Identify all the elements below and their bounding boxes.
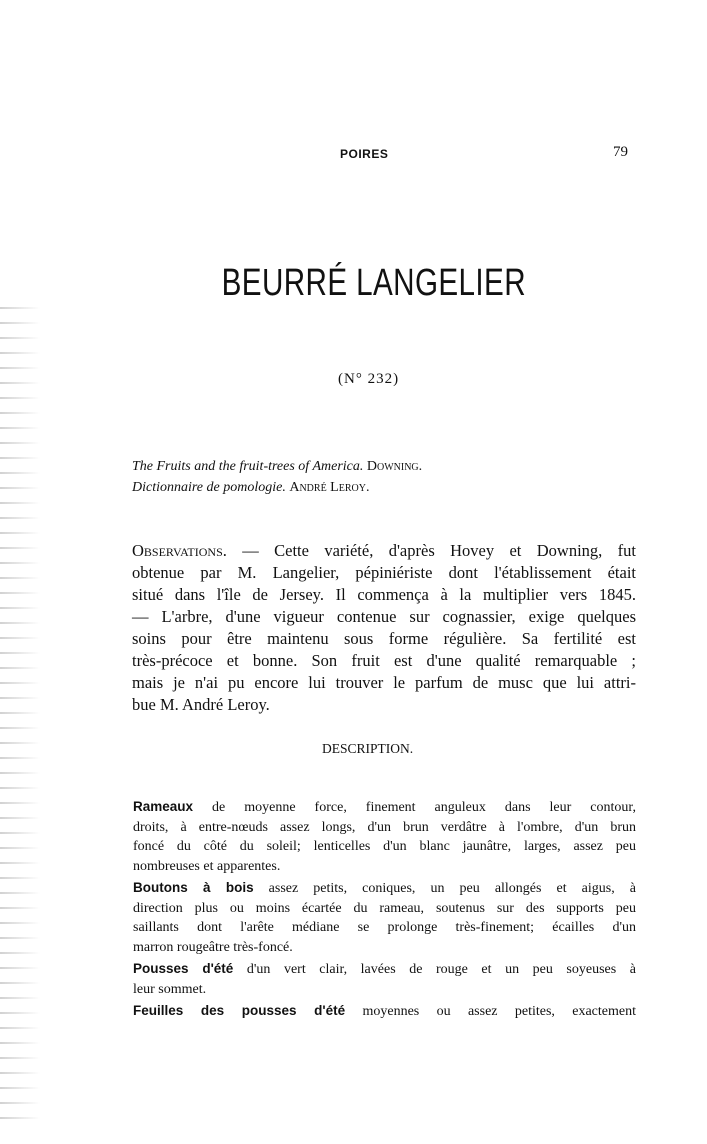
term: Feuilles des pousses d'été xyxy=(133,1003,346,1018)
variety-number: (N° 232) xyxy=(338,371,400,387)
text-line: situé dans l'île de Jersey. Il commença à la multiplier vers 1845. xyxy=(132,585,636,604)
text-line xyxy=(132,540,636,562)
reference xyxy=(132,477,422,498)
text-line xyxy=(133,1001,636,1022)
text-line: marron rougeâtre très-foncé. xyxy=(133,939,293,955)
text: assez petits, coniques, un peu allongés et aigus, à xyxy=(253,881,637,896)
text-line xyxy=(133,797,636,818)
text: d'un vert clair, lavées de rouge et un peu soyeuses à xyxy=(233,962,636,977)
description-body xyxy=(133,797,636,1024)
description-paragraph xyxy=(133,959,636,999)
description-paragraph xyxy=(133,797,636,876)
observations-label: Observations. xyxy=(132,541,227,560)
references xyxy=(132,456,422,498)
text-line: foncé du côté du soleil; lenticelles d'un blanc jaunâtre, larges, assez peu xyxy=(133,839,636,854)
reference-author: Downing. xyxy=(366,459,423,474)
reference xyxy=(132,456,422,477)
text: moyennes ou assez petites, exactement xyxy=(345,1004,636,1019)
page-title: BEURRÉ LANGELIER xyxy=(221,262,527,304)
page-number: 79 xyxy=(613,144,628,160)
text: — Cette variété, d'après Hovey et Downing, fut xyxy=(242,541,636,560)
text-line: soins pour être maintenu sous forme régulière. Sa fertilité est xyxy=(132,629,636,648)
term: Boutons à bois xyxy=(133,880,254,895)
description-paragraph xyxy=(133,1001,636,1022)
text-line: droits, à entre-nœuds assez longs, d'un brun verdâtre à l'ombre, d'un brun xyxy=(133,819,636,835)
text-line: bue M. André Leroy. xyxy=(132,695,270,714)
text-line xyxy=(133,959,636,980)
term: Rameaux xyxy=(133,799,194,814)
text-line xyxy=(133,878,636,899)
text: de moyenne force, finement anguleux dans leur contour, xyxy=(193,800,636,815)
reference-author: André Leroy. xyxy=(289,480,370,495)
observations-paragraph xyxy=(132,540,636,716)
text-line: direction plus ou moins écartée du rameau, soutenus sur des supports peu xyxy=(133,900,636,916)
term: Pousses d'été xyxy=(133,961,234,976)
reference-title: Dictionnaire de pomologie. xyxy=(132,480,286,495)
text-line: — L'arbre, d'une vigueur contenue sur cognassier, exige quelques xyxy=(132,607,636,626)
reference-title: The Fruits and the fruit-trees of America. xyxy=(132,459,364,474)
running-title: POIRES xyxy=(340,147,389,161)
text-line: obtenue par M. Langelier, pépiniériste dont l'établissement était xyxy=(132,563,636,582)
scan-edge-noise xyxy=(0,300,40,1120)
text-line: nombreuses et apparentes. xyxy=(133,858,281,874)
description-paragraph xyxy=(133,878,636,957)
text-line: très-précoce et bonne. Son fruit est d'une qualité remarquable ; xyxy=(132,651,636,670)
text-line: saillants dont l'arête médiane se prolonge très-finement; écailles d'un xyxy=(133,920,636,935)
text-line: mais je n'ai pu encore lui trouver le parfum de musc que lui attri- xyxy=(132,673,636,692)
text-line: leur sommet. xyxy=(133,981,207,997)
description-heading: DESCRIPTION. xyxy=(322,741,414,756)
